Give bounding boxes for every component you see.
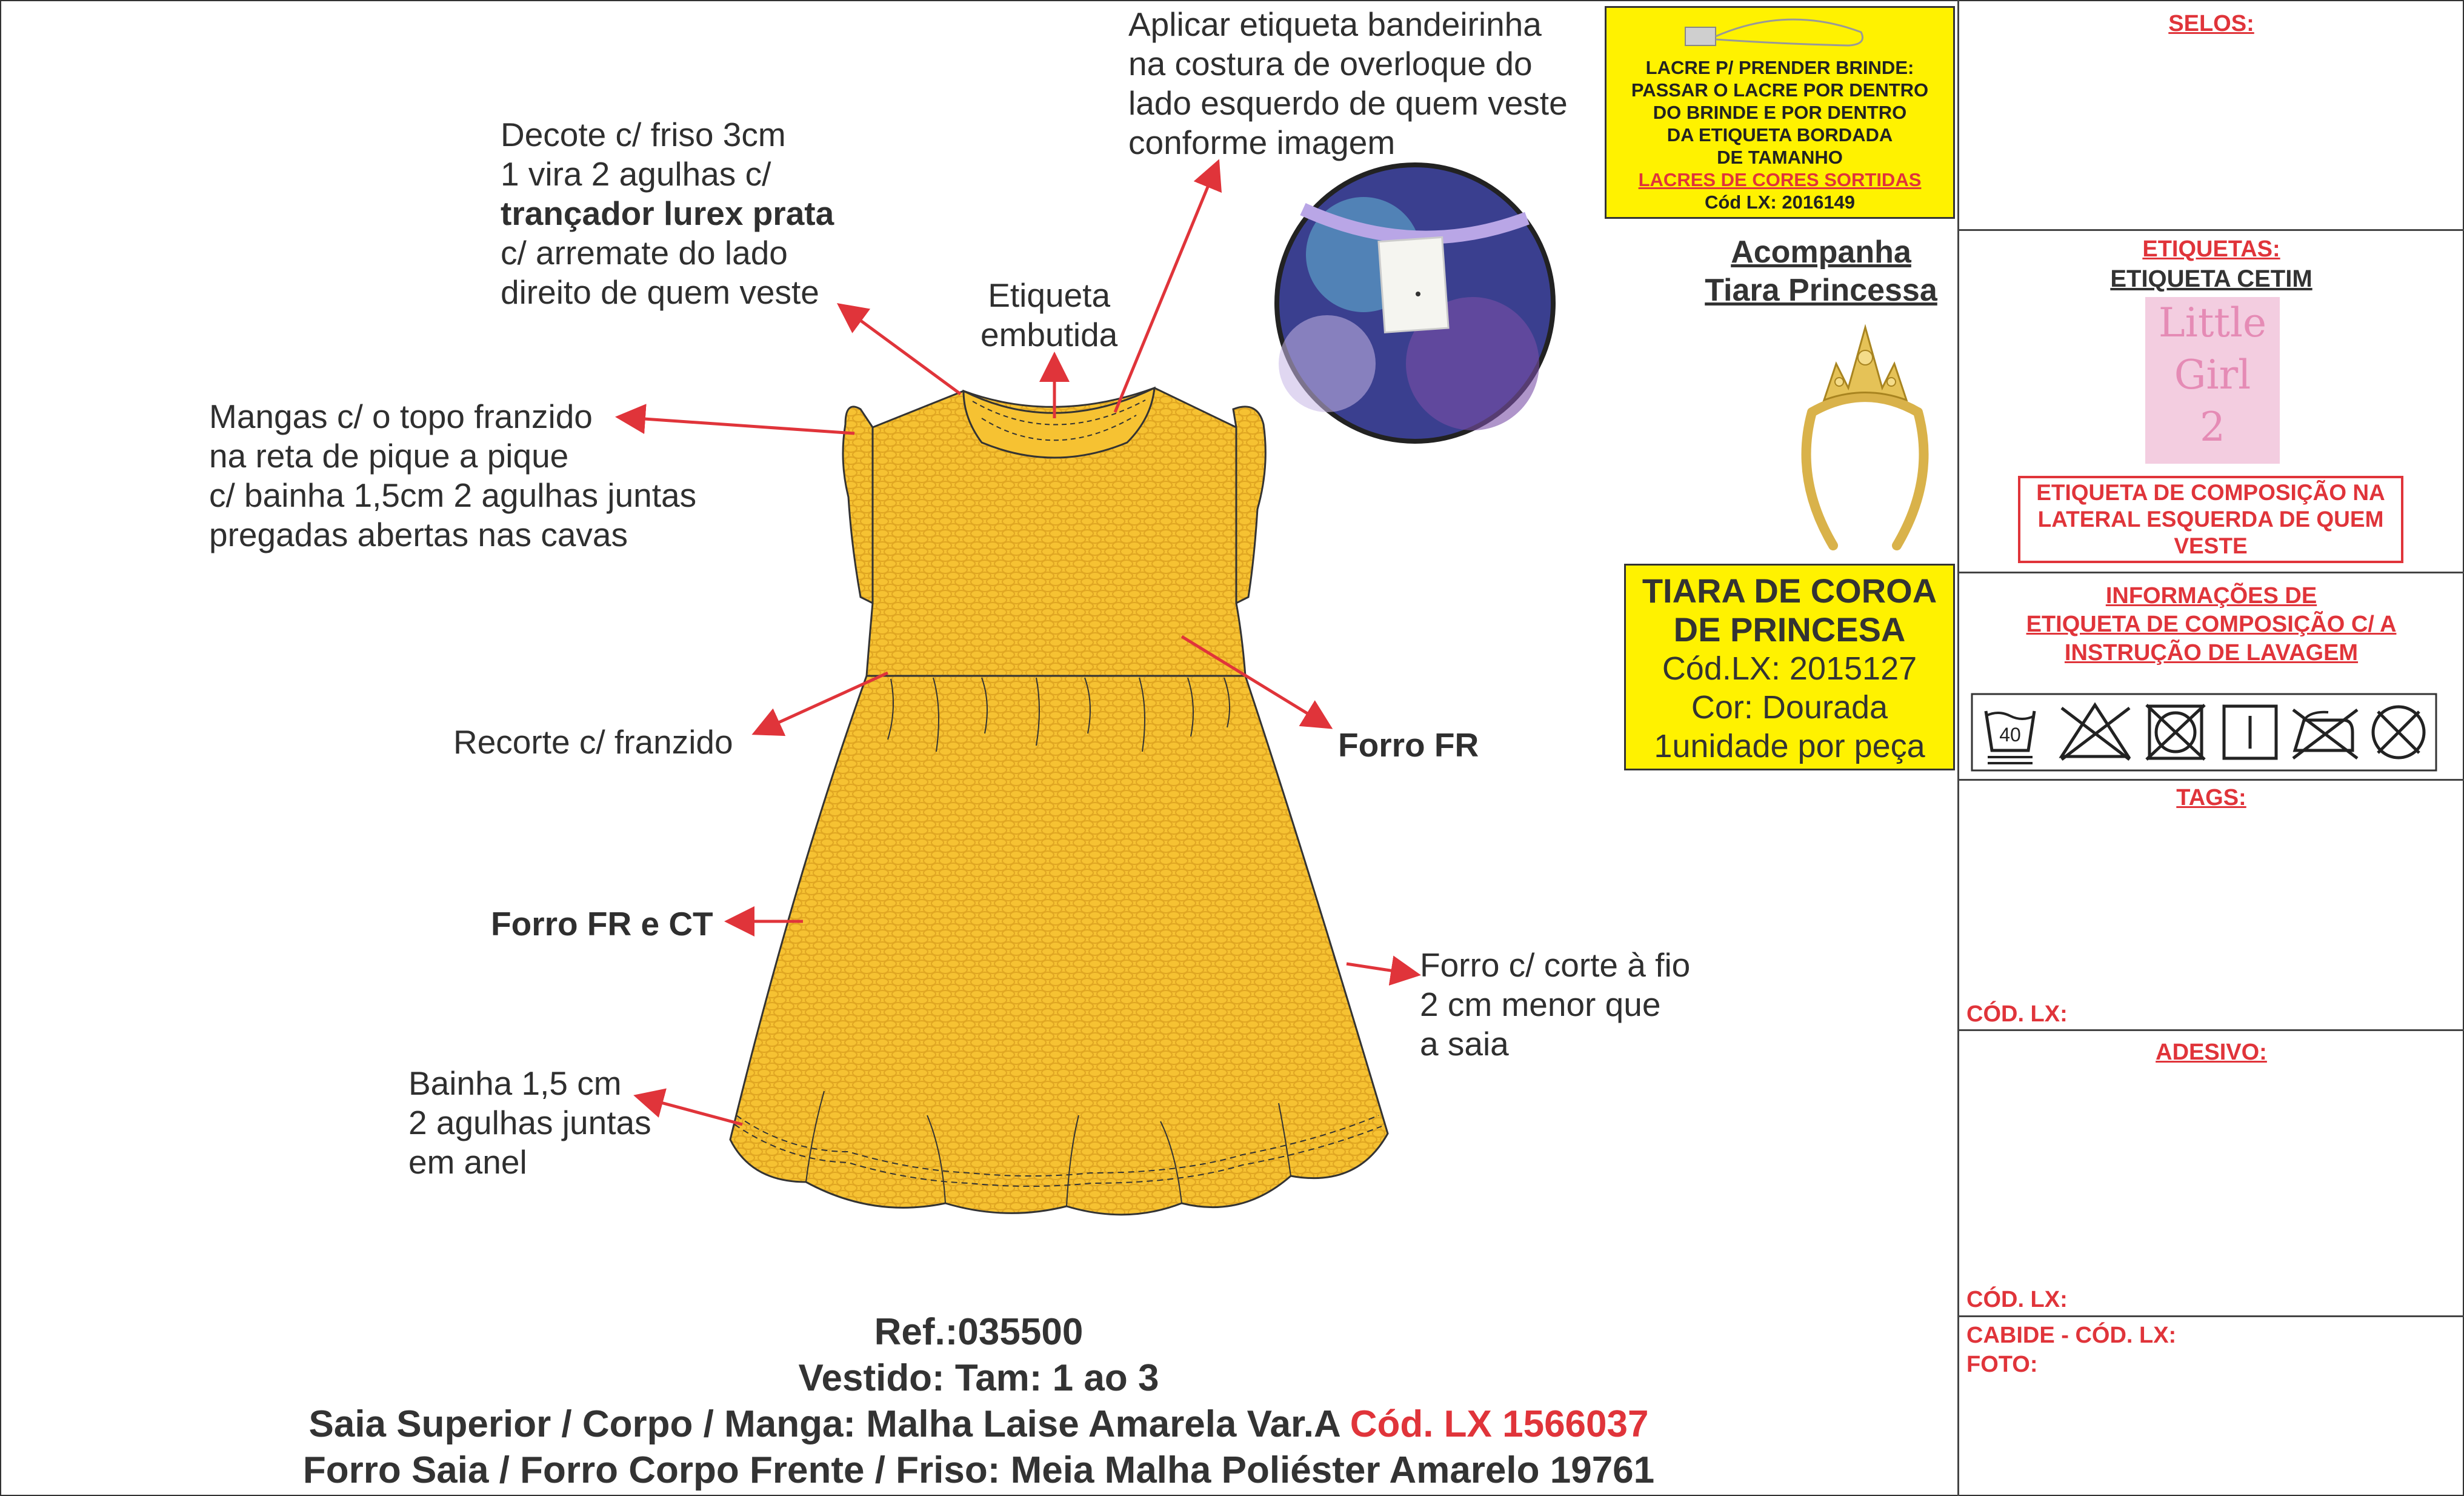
note-line: Recorte c/ franzido <box>453 723 733 761</box>
footer-fabric-1 <box>0 1401 1957 1448</box>
note-line: 2 cm menor que <box>1420 986 1661 1023</box>
informacoes-line: INSTRUÇÃO DE LAVAGEM <box>2064 640 2359 666</box>
note-line: 1 vira 2 agulhas c/ <box>501 155 771 193</box>
note-line: conforme imagem <box>1128 124 1396 161</box>
lacre-line: DA ETIQUETA BORDADA <box>1667 124 1893 145</box>
note-forro-fr <box>1338 726 1479 765</box>
dress-skirt <box>730 676 1388 1215</box>
note-line: embutida <box>981 316 1118 353</box>
lacre-line: PASSAR O LACRE POR DENTRO <box>1631 79 1929 101</box>
etiqueta-cetim-label: ETIQUETA CETIM <box>2110 265 2312 292</box>
acompanha-heading <box>1691 233 1951 310</box>
tiara-title: DE PRINCESA <box>1673 610 1906 649</box>
note-forro-fr-ct <box>491 904 713 944</box>
cabide-cod-lx: CABIDE - CÓD. LX: <box>1966 1323 2177 1348</box>
note-line: Etiqueta <box>988 276 1111 314</box>
right-sleeve <box>1233 407 1265 603</box>
note-line: Bainha 1,5 cm <box>408 1064 622 1102</box>
acompanha-line: Tiara Princessa <box>1705 273 1937 308</box>
composicao-line: VESTE <box>2174 533 2248 558</box>
note-recorte <box>453 723 733 762</box>
acompanha-line: Acompanha <box>1731 235 1911 270</box>
note-line: Forro FR e CT <box>491 905 713 943</box>
note-line: Forro c/ corte à fio <box>1420 946 1691 984</box>
label-line: Little <box>2158 299 2267 346</box>
care-symbols <box>1971 693 2437 772</box>
note-line: Forro FR <box>1338 726 1479 764</box>
etiquetas-heading: ETIQUETAS: <box>2142 236 2280 262</box>
wash-temp-label: 40 <box>1999 724 2021 746</box>
lacre-box <box>1605 6 1955 219</box>
etiqueta-bandeirinha-photo <box>1277 165 1553 441</box>
note-bainha <box>408 1064 651 1182</box>
note-line: Mangas c/ o topo franzido <box>209 398 593 435</box>
note-etiqueta-embutida <box>981 276 1117 355</box>
note-line-bold: trançador lurex prata <box>501 195 834 232</box>
tiara-box <box>1624 564 1955 770</box>
panel-separator <box>1959 1029 2464 1031</box>
little-girl-label <box>2145 297 2280 464</box>
adesivo-heading: ADESIVO: <box>2156 1040 2267 1065</box>
composicao-line: LATERAL ESQUERDA DE QUEM <box>2037 507 2384 532</box>
note-line: lado esquerdo de quem veste <box>1128 84 1568 122</box>
note-line: direito de quem veste <box>501 273 819 311</box>
footer-fabric-1-text: Saia Superior / Corpo / Manga: Malha Laise Amarela Var.A <box>308 1403 1340 1445</box>
note-line: Aplicar etiqueta bandeirinha <box>1128 5 1542 43</box>
informacoes-heading <box>1959 582 2464 667</box>
informacoes-line: INFORMAÇÕES DE <box>2105 583 2317 609</box>
lacre-line: DE TAMANHO <box>1717 147 1843 168</box>
note-line: na reta de pique a pique <box>209 437 569 475</box>
tiara-code: Cód.LX: 2015127 <box>1662 650 1917 687</box>
tiara-qty: 1unidade por peça <box>1654 728 1925 764</box>
note-forro-corte <box>1420 946 1690 1064</box>
panel-separator <box>1959 229 2464 231</box>
note-line: 2 agulhas juntas <box>408 1104 651 1141</box>
side-panel-divider <box>1957 0 1959 1496</box>
informacoes-line: ETIQUETA DE COMPOSIÇÃO C/ A <box>2026 612 2397 637</box>
selos-heading: SELOS: <box>2168 11 2254 36</box>
label-line: 2 <box>2200 404 2225 450</box>
panel-separator <box>1959 572 2464 573</box>
lacre-line: DO BRINDE E POR DENTRO <box>1653 102 1907 123</box>
tiara-icon <box>1788 321 1945 552</box>
adesivo-cod-lx: CÓD. LX: <box>1966 1287 2068 1312</box>
note-line: a saia <box>1420 1025 1509 1063</box>
note-line: em anel <box>408 1143 527 1181</box>
lacre-code: Cód LX: 2016149 <box>1704 192 1856 213</box>
lacre-tag-icon <box>1607 8 1953 56</box>
footer-fabric-2: Forro Saia / Forro Corpo Frente / Friso: Meia Malha Poliéster Amarelo 19761 <box>302 1449 1655 1491</box>
note-line: c/ arremate do lado <box>501 234 788 272</box>
footer-ref: Ref.:035500 <box>874 1311 1084 1353</box>
tiara-title: TIARA DE COROA <box>1642 572 1937 610</box>
composicao-box <box>2018 476 2403 563</box>
tags-cod-lx: CÓD. LX: <box>1966 1001 2068 1027</box>
panel-separator <box>1959 1315 2464 1317</box>
tiara-color: Cor: Dourada <box>1691 689 1888 726</box>
footer-specs <box>0 1309 1957 1494</box>
note-line: na costura de overloque do <box>1128 45 1533 82</box>
footer-fabric-1-code: Cód. LX 1566037 <box>1350 1403 1649 1445</box>
footer-product: Vestido: Tam: 1 ao 3 <box>798 1357 1159 1399</box>
foto-label: FOTO: <box>1966 1352 2038 1377</box>
note-mangas <box>209 397 696 555</box>
note-line: c/ bainha 1,5cm 2 agulhas juntas <box>209 476 697 514</box>
label-line: Girl <box>2174 352 2251 398</box>
lacre-line: LACRE P/ PRENDER BRINDE: <box>1645 57 1914 78</box>
note-line: Decote c/ friso 3cm <box>501 116 786 153</box>
lacre-red-line: LACRES DE CORES SORTIDAS <box>1638 169 1922 190</box>
note-line: pregadas abertas nas cavas <box>209 516 628 553</box>
left-sleeve <box>843 407 873 603</box>
composicao-line: ETIQUETA DE COMPOSIÇÃO NA <box>2036 480 2385 505</box>
no-tumble-dry-icon <box>2146 705 2205 760</box>
note-decote <box>501 115 834 312</box>
note-etiqueta-bandeirinha <box>1128 5 1568 162</box>
panel-separator <box>1959 779 2464 781</box>
tags-heading: TAGS: <box>2176 785 2246 810</box>
